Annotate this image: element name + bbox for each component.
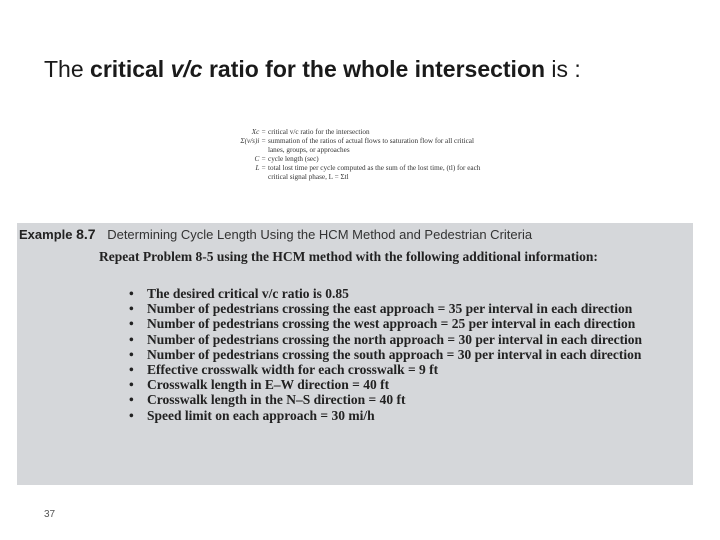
title-post: is : [545,56,581,82]
slide-title [44,56,581,83]
definition-text: cycle length (sec) [268,155,319,163]
example-number: 8.7 [76,226,96,242]
example-bullet-list [129,286,691,423]
example-label: Example [19,227,73,242]
definition-row [226,137,488,155]
definition-symbol: Σ(v/s)i = [240,137,266,145]
example-intro: Repeat Problem 8-5 using the HCM method with the following additional information: [99,249,598,264]
definition-row [226,164,488,182]
definition-symbol: C = [254,155,266,163]
list-item: • Number of pedestrians crossing the west approach = 25 per interval in each direction [129,316,691,331]
definition-row [226,128,488,137]
list-item: • Speed limit on each approach = 30 mi/h [129,408,691,423]
list-item: • Number of pedestrians crossing the south approach = 30 per interval in each direction [129,347,691,362]
definition-row [226,155,488,164]
list-item: • Effective crosswalk width for each crosswalk = 9 ft [129,362,691,377]
definition-symbol: Xc = [251,128,266,136]
example-header [19,226,532,242]
page-number: 37 [44,509,56,520]
list-item: • Number of pedestrians crossing the north approach = 30 per interval in each direction [129,332,691,347]
definition-text: critical v/c ratio for the intersection [268,128,370,136]
title-bold-2: ratio for the whole intersection [202,56,546,82]
list-item: • Crosswalk length in E–W direction = 40 ft [129,377,691,392]
definition-text: total lost time per cycle computed as the sum of the lost time, (tl) for each critical signal phase, L = Σtl [268,164,481,181]
list-item: • Number of pedestrians crossing the east approach = 35 per interval in each direction [129,301,691,316]
definition-symbol: L = [255,164,266,172]
list-item: • The desired critical v/c ratio is 0.85 [129,286,691,301]
definition-text: summation of the ratios of actual flows to saturation flow for all critical lanes, groups, or approaches [268,137,474,154]
example-title: Determining Cycle Length Using the HCM Method and Pedestrian Criteria [107,227,533,242]
example-box [17,223,693,485]
list-item: • Crosswalk length in the N–S direction = 40 ft [129,392,691,407]
definitions-block [226,128,488,182]
title-pre: The [44,56,91,82]
title-bold-1: critical [90,56,171,82]
title-italic: v/c [170,56,203,82]
